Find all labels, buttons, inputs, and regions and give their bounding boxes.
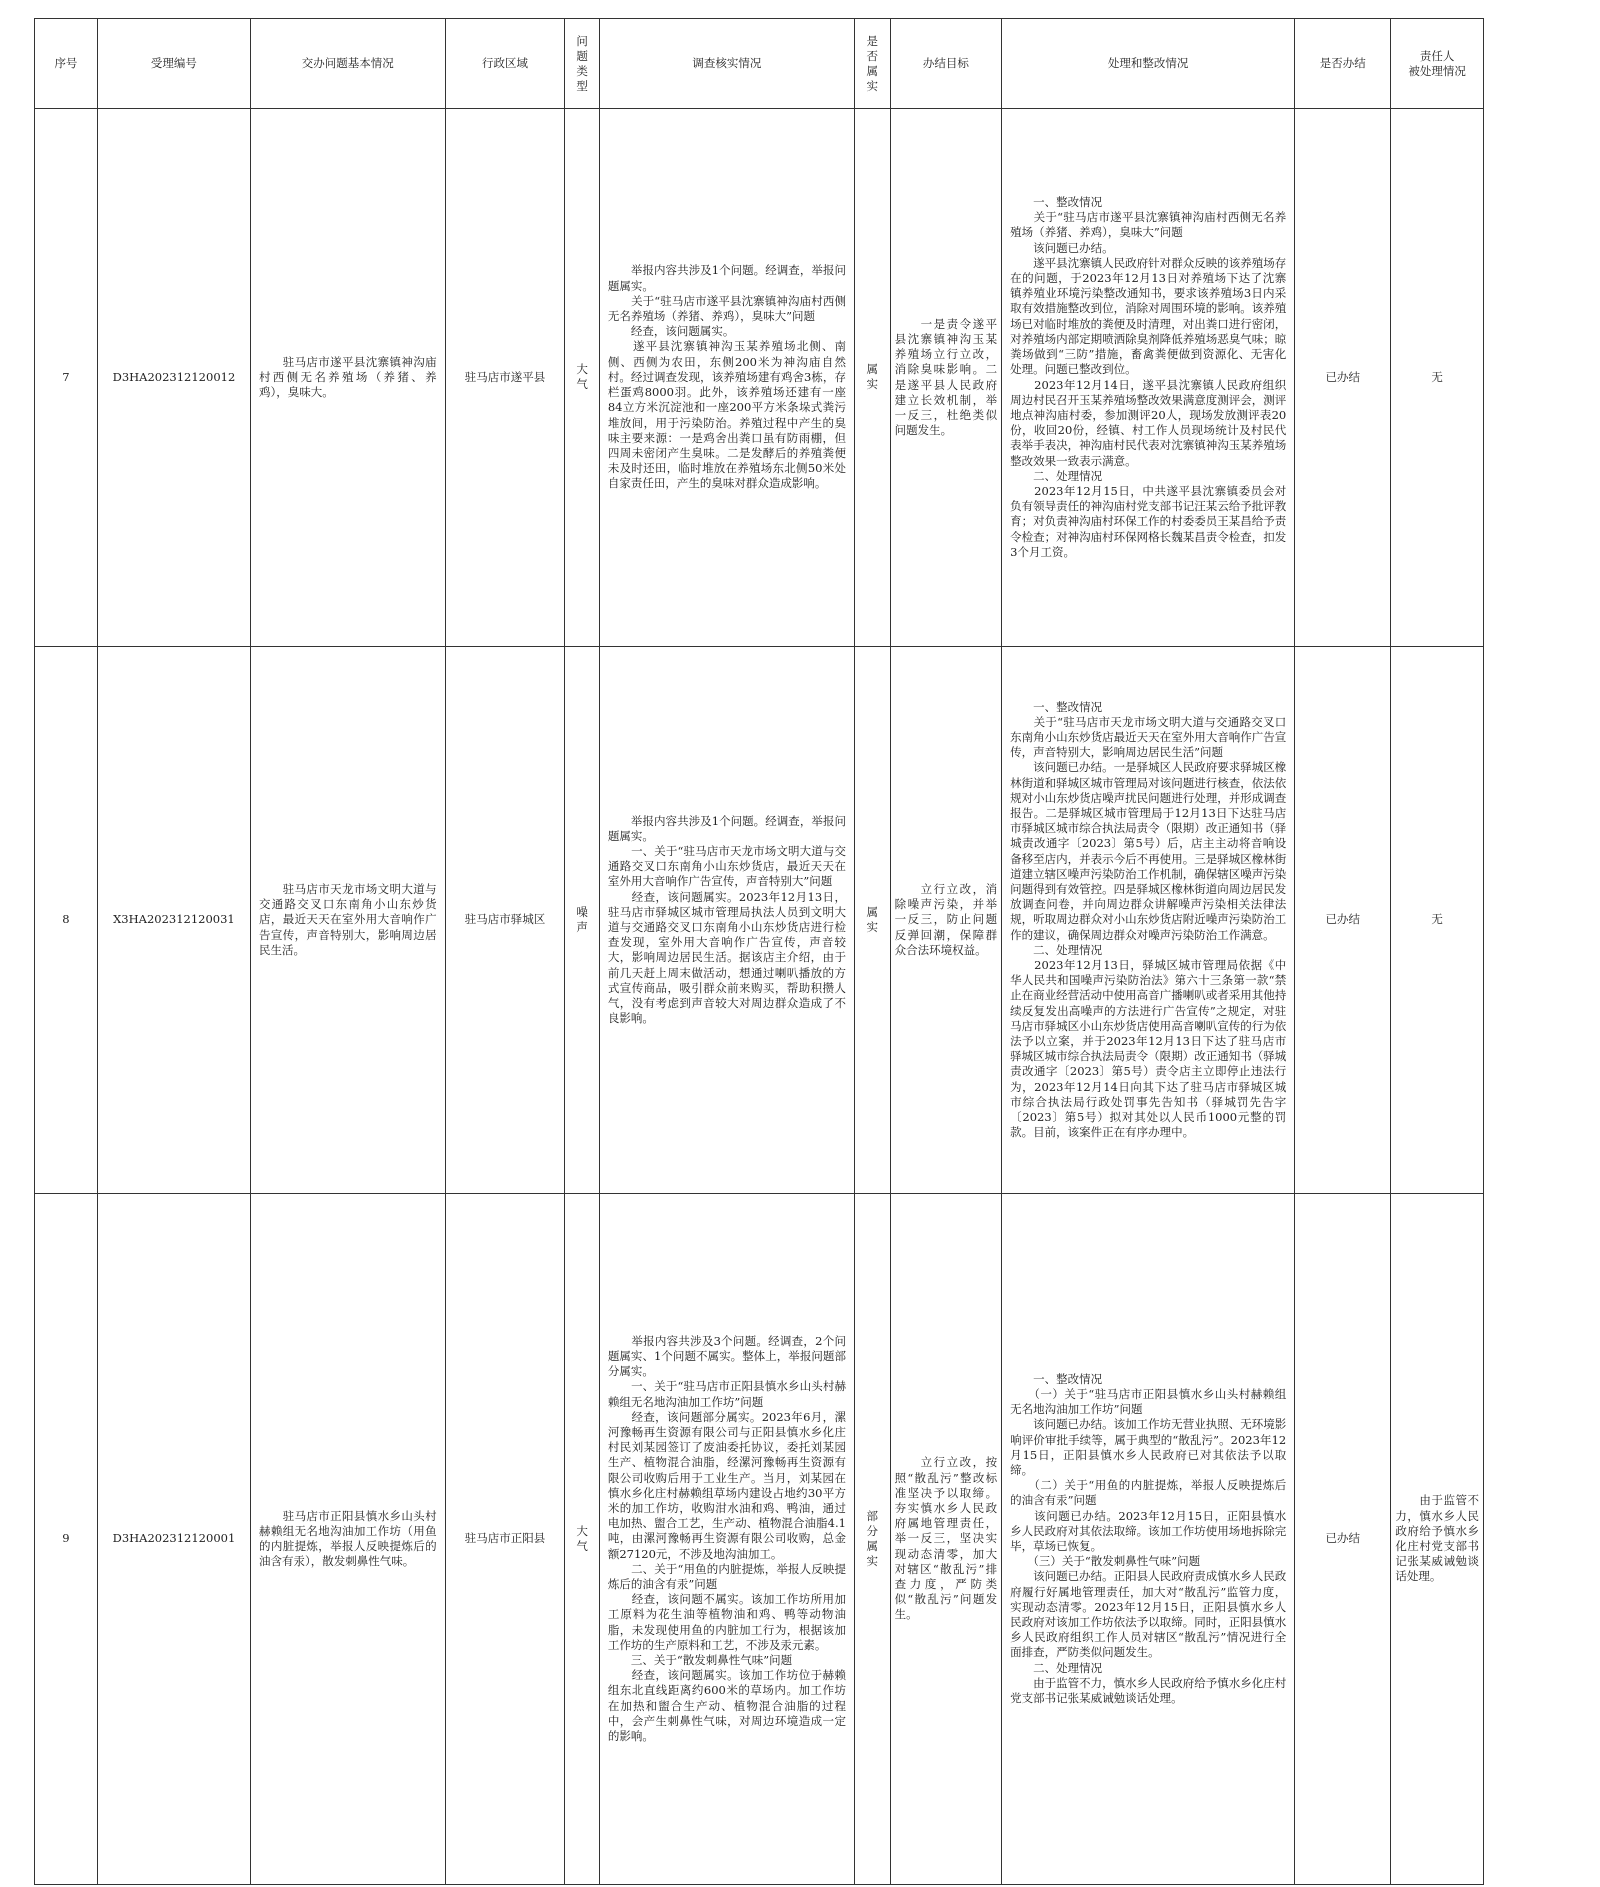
cell-region: 驻马店市正阳县: [445, 1194, 565, 1885]
cell-type: [565, 1194, 599, 1885]
cell-basic: 驻马店市天龙市场文明大道与交通路交叉口东南角小山东炒货店，最近天天在室外用大音响作广告宣传，声音特别大，影响周边居民生活。: [250, 647, 445, 1194]
cell-verified-text: 属 实: [866, 904, 879, 934]
supervision-table: [34, 18, 1484, 1885]
cell-type-text: 大 气: [576, 362, 588, 392]
cell-punish: 由于监管不力，慎水乡人民政府给予慎水乡化庄村党支部书记张某威诫勉谈话处理。: [1391, 1194, 1484, 1885]
table-row: [35, 647, 1484, 1194]
cell-goal: 立行立改，按照“散乱污”整改标准坚决予以取缔。夯实慎水乡人民政府属地管理责任，举一反三，坚决实现动态清零，加大对辖区“散乱污”排查力度，严防类似“散乱污”问题发生。: [890, 1194, 1002, 1885]
header-handling: 处理和整改情况: [1002, 19, 1295, 109]
table-row: [35, 1194, 1484, 1885]
header-verified: [854, 19, 890, 109]
header-region: 行政区域: [445, 19, 565, 109]
cell-verified: [854, 1194, 890, 1885]
cell-type: [565, 109, 599, 647]
cell-verified-text: 部 分 属 实: [866, 1508, 879, 1568]
header-code: 受理编号: [97, 19, 250, 109]
cell-type-text: 噪 声: [576, 904, 588, 934]
header-type: [565, 19, 599, 109]
cell-type-text: 大 气: [576, 1523, 588, 1553]
cell-closed: 已办结: [1295, 1194, 1391, 1885]
cell-seq: 8: [35, 647, 98, 1194]
cell-investigation: 举报内容共涉及1个问题。经调查，举报问题属实。 一、关于“驻马店市天龙市场文明大道与交通路交叉口东南角小山东炒货店，最近天天在室外用大音响作广告宣传，声音特别大”问题 经查，该问题属实。2023年12月13日，驻马店市驿城区城市管理局执法人员到文明大道与交通路交叉口东南角小山东炒货店进行检查发现，室外用大音响作广告宣传，声音较大，影响周边居民生活。据该店主介绍，由于前几天赶上周末做活动，想通过喇叭播放的方式宣传商品，吸引群众前来购买，帮助积攒人气，没有考虑到声音较大对周边群众造成了不良影响。: [599, 647, 854, 1194]
header-closed: 是否办结: [1295, 19, 1391, 109]
cell-closed: 已办结: [1295, 109, 1391, 647]
cell-investigation: 举报内容共涉及3个问题。经调查，2个问题属实、1个问题不属实。整体上，举报问题部分属实。 一、关于“驻马店市正阳县慎水乡山头村赫赖组无名地沟油加工作坊”问题 经查，该问题部分属实。2023年6月，漯河豫畅再生资源有限公司与正阳县慎水乡化庄村民刘某园签订了废油委托协议，委托刘某园生产、植物混合油脂，经漯河豫畅再生资源有限公司收购后用于工业生产。当月，刘某园在慎水乡化庄村赫赖组草场内建设占地约30平方米的加工作坊，收购泔水油和鸡、鸭油，通过电加热、盥合工艺，生产动、植物混合油脂4.1吨，由漯河豫畅再生资源有限公司收购，总金额27120元，不涉及地沟油加工。 二、关于“用鱼的内脏提炼，举报人反映提炼后的油含有汞”问题 经查，该问题不属实。该加工作坊所用加工原料为花生油等植物油和鸡、鸭等动物油脂，未发现使用鱼的内脏加工行为，根据该加工作坊的生产原料和工艺，不涉及汞元素。 三、关于“散发刺鼻性气味”问题 经查，该问题属实。该加工作坊位于赫赖组东北直线距离约600米的草场内。加工作坊在加热和盥合生产动、植物混合油脂的过程中，会产生刺鼻性气味，对周边环境造成一定的影响。: [599, 1194, 854, 1885]
cell-code: X3HA202312120031: [97, 647, 250, 1194]
cell-region: 驻马店市驿城区: [445, 647, 565, 1194]
cell-handling: 一、整改情况 关于“驻马店市天龙市场文明大道与交通路交叉口东南角小山东炒货店最近天天在室外用大音响作广告宣传，声音特别大，影响周边居民生活”问题 该问题已办结。一是驿城区人民政府要求驿城区橡林街道和驿城区城市管理局对该问题进行核查，依法依规对小山东炒货店噪声扰民问题进行处理，并形成调查报告。二是驿城区城市管理局于12月13日下达驻马店市驿城区城市综合执法局责令（限期）改正通知书（驿城责改通字〔2023〕第5号）后，店主主动将音响设备移至店内，并表示今后不再使用。三是驿城区橡林街道建立辖区噪声污染防治工作机制，确保辖区噪声污染问题得到有效管控。四是驿城区橡林街道向周边居民发放调查问卷，并向周边群众讲解噪声污染相关法律法规，听取周边群众对小山东炒货店附近噪声污染防治工作的建议，确保周边群众对噪声污染防治工作满意。 二、处理情况 2023年12月13日，驿城区城市管理局依据《中华人民共和国噪声污染防治法》第六十三条第一款“禁止在商业经营活动中使用高音广播喇叭或者采用其他持续反复发出高噪声的方法进行广告宣传”之规定，对驻马店市驿城区小山东炒货店使用高音喇叭宣传的行为依法予以立案，并于2023年12月13日下达了驻马店市驿城区城市综合执法局责令（限期）改正通知书（驿城责改通字〔2023〕第5号）责令店主立即停止违法行为，2023年12月14日向其下达了驻马店市驿城区城市综合执法局行政处罚事先告知书（驿城罚先告字〔2023〕第5号）拟对其处以人民币1000元整的罚款。目前，该案件正在有序办理中。: [1002, 647, 1295, 1194]
cell-closed: 已办结: [1295, 647, 1391, 1194]
cell-verified-text: 属 实: [866, 362, 879, 392]
table-row: [35, 109, 1484, 647]
cell-seq: 7: [35, 109, 98, 647]
header-row: [35, 19, 1484, 109]
cell-punish: 无: [1391, 109, 1484, 647]
cell-basic: 驻马店市遂平县沈寨镇神沟庙村西侧无名养殖场（养猪、养鸡），臭味大。: [250, 109, 445, 647]
header-verified-text: 是 否 属 实: [866, 33, 879, 93]
header-basic: 交办问题基本情况: [250, 19, 445, 109]
header-investigation: 调查核实情况: [599, 19, 854, 109]
cell-punish: 无: [1391, 647, 1484, 1194]
cell-seq: 9: [35, 1194, 98, 1885]
header-punish: 责任人 被处理情况: [1391, 19, 1484, 109]
cell-investigation: 举报内容共涉及1个问题。经调查，举报问题属实。 关于“驻马店市遂平县沈寨镇神沟庙村西侧无名养殖场（养猪、养鸡），臭味大”问题 经查，该问题属实。 遂平县沈寨镇神沟玉某养殖场北侧、南侧、西侧为农田，东侧200米为神沟庙自然村。经过调查发现，该养殖场建有鸡舍3栋，存栏蛋鸡8000羽。此外，该养殖场还建有一座84立方米沉淀池和一座200平方米条垛式粪污堆放间，用于污染防治。养殖过程中产生的臭味主要来源：一是鸡舍出粪口虽有防雨棚，但四周未密闭产生臭味。二是发酵后的养殖粪便未及时还田，临时堆放在养殖场东北侧50米处自家责任田，产生的臭味对群众造成影响。: [599, 109, 854, 647]
cell-handling: 一、整改情况 关于“驻马店市遂平县沈寨镇神沟庙村西侧无名养殖场（养猪、养鸡），臭味大”问题 该问题已办结。 遂平县沈寨镇人民政府针对群众反映的该养殖场存在的问题，于2023年12月13日对养殖场下达了沈寨镇养殖业环境污染整改通知书，要求该养殖场3日内采取有效措施整改到位，消除对周围环境的影响。该养殖场已对临时堆放的粪便及时清理，对出粪口进行密闭，对养殖场内部定期喷洒除臭剂降低养殖场恶臭气味；晾粪场做到“三防”措施，畜禽粪便做到资源化、无害化处理。问题已整改到位。 2023年12月14日，遂平县沈寨镇人民政府组织周边村民召开玉某养殖场整改效果满意度测评会，测评地点神沟庙村委，参加测评20人，现场发放测评表20份，收回20份，经镇、村工作人员现场统计及村民代表举手表决，神沟庙村民代表对沈寨镇神沟玉某养殖场整改效果一致表示满意。 二、处理情况 2023年12月15日，中共遂平县沈寨镇委员会对负有领导责任的神沟庙村党支部书记汪某云给予批评教育；对负责神沟庙村环保工作的村委委员王某昌给予责令检查；对神沟庙村环保网格长魏某昌责令检查，扣发3个月工资。: [1002, 109, 1295, 647]
cell-code: D3HA202312120012: [97, 109, 250, 647]
header-type-text: 问 题 类 型: [576, 33, 588, 93]
cell-code: D3HA202312120001: [97, 1194, 250, 1885]
header-goal: 办结目标: [890, 19, 1002, 109]
cell-handling: 一、整改情况 （一）关于“驻马店市正阳县慎水乡山头村赫赖组无名地沟油加工作坊”问题 该问题已办结。该加工作坊无营业执照、无环境影响评价审批手续等，属于典型的“散乱污”。2023年12月15日，正阳县慎水乡人民政府已对其依法予以取缔。 （二）关于“用鱼的内脏提炼，举报人反映提炼后的油含有汞”问题 该问题已办结。2023年12月15日，正阳县慎水乡人民政府对其依法取缔。该加工作坊使用场地拆除完毕，草场已恢复。 （三）关于“散发刺鼻性气味”问题 该问题已办结。正阳县人民政府责成慎水乡人民政府履行好属地管理责任，加大对“散乱污”监管力度，实现动态清零。2023年12月15日，正阳县慎水乡人民政府对该加工作坊依法予以取缔。同时，正阳县慎水乡人民政府组织工作人员对辖区“散乱污”情况进行全面排查，严防类似问题发生。 二、处理情况 由于监管不力，慎水乡人民政府给予慎水乡化庄村党支部书记张某威诫勉谈话处理。: [1002, 1194, 1295, 1885]
cell-verified: [854, 647, 890, 1194]
cell-goal: 立行立改，消除噪声污染，并举一反三，防止问题反弹回潮，保障群众合法环境权益。: [890, 647, 1002, 1194]
cell-goal: 一是责令遂平县沈寨镇神沟玉某养殖场立行立改，消除臭味影响。二是遂平县人民政府建立长效机制，举一反三，杜绝类似问题发生。: [890, 109, 1002, 647]
cell-basic: 驻马店市正阳县慎水乡山头村赫赖组无名地沟油加工作坊（用鱼的内脏提炼，举报人反映提炼后的油含有汞），散发刺鼻性气味。: [250, 1194, 445, 1885]
cell-region: 驻马店市遂平县: [445, 109, 565, 647]
cell-type: [565, 647, 599, 1194]
cell-verified: [854, 109, 890, 647]
header-seq: 序号: [35, 19, 98, 109]
